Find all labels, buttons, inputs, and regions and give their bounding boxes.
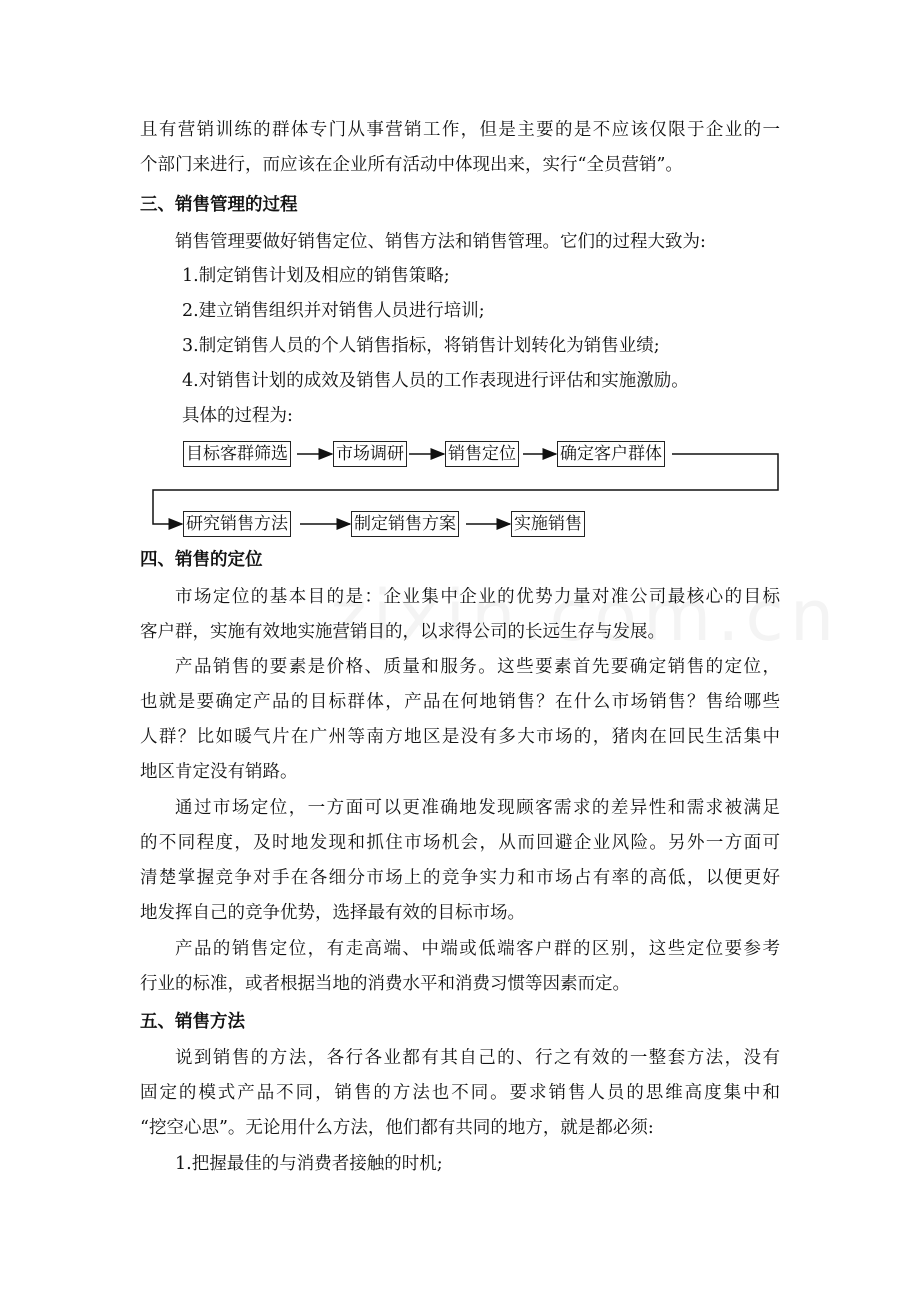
section-heading-4: 四、销售的定位 xyxy=(140,550,263,570)
list-item: 1.把握最佳的与消费者接触的时机; xyxy=(175,1154,443,1174)
flow-step-sales-plan: 制定销售方案 xyxy=(351,511,459,537)
paragraph-line: 地发挥自己的竞争优势，选择最有效的目标市场。 xyxy=(140,903,525,923)
flow-step-research-methods: 研究销售方法 xyxy=(183,511,291,537)
section-heading-3: 三、销售管理的过程 xyxy=(140,195,298,215)
paragraph-line: 通过市场定位，一方面可以更准确地发现顾客需求的差异性和需求被满足 xyxy=(175,798,780,818)
paragraph-line: 固定的模式产品不同，销售的方法也不同。要求销售人员的思维高度集中和 xyxy=(140,1083,780,1103)
paragraph-line: 个部门来进行，而应该在企业所有活动中体现出来，实行“全员营销”。 xyxy=(140,155,683,175)
paragraph-line: 的不同程度，及时地发现和抓住市场机会，从而回避企业风险。另外一方面可 xyxy=(140,833,780,853)
list-item: 4.对销售计划的成效及销售人员的工作表现进行评估和实施激励。 xyxy=(182,371,689,391)
paragraph-line: 市场定位的基本目的是：企业集中企业的优势力量对准公司最核心的目标 xyxy=(175,587,780,607)
paragraph-line: “挖空心思”。无论用什么方法，他们都有共同的地方，就是都必须: xyxy=(140,1118,654,1138)
list-item: 1.制定销售计划及相应的销售策略; xyxy=(182,266,450,286)
paragraph-line: 产品的销售定位，有走高端、中端或低端客户群的区别，这些定位要参考 xyxy=(175,939,780,959)
paragraph-line: 客户群，实施有效地实施营销目的，以求得公司的长远生存与发展。 xyxy=(140,622,665,642)
paragraph-line: 清楚掌握竞争对手在各细分市场上的竞争实力和市场占有率的高低，以便更好 xyxy=(140,868,780,888)
paragraph-line: 也就是要确定产品的目标群体，产品在何地销售？在什么市场销售？售给哪些 xyxy=(140,692,780,712)
list-item: 2.建立销售组织并对销售人员进行培训; xyxy=(182,301,485,321)
paragraph-line: 地区肯定没有销路。 xyxy=(140,762,298,782)
flow-step-execute-sales: 实施销售 xyxy=(511,511,585,537)
process-flow-arrows xyxy=(0,0,920,560)
flow-step-target-screening: 目标客群筛选 xyxy=(183,441,291,467)
paragraph-line: 说到销售的方法，各行各业都有其自己的、行之有效的一整套方法，没有 xyxy=(175,1048,780,1068)
flow-step-customer-group: 确定客户群体 xyxy=(557,441,665,467)
list-item: 3.制定销售人员的个人销售指标，将销售计划转化为销售业绩; xyxy=(182,336,660,356)
section-heading-5: 五、销售方法 xyxy=(140,1012,245,1032)
paragraph-line: 销售管理要做好销售定位、销售方法和销售管理。它们的过程大致为: xyxy=(175,232,706,252)
process-intro: 具体的过程为: xyxy=(182,406,293,426)
flow-step-sales-positioning: 销售定位 xyxy=(445,441,519,467)
paragraph-line: 且有营销训练的群体专门从事营销工作，但是主要的是不应该仅限于企业的一 xyxy=(140,120,780,140)
paragraph-line: 产品销售的要素是价格、质量和服务。这些要素首先要确定销售的定位， xyxy=(175,657,780,677)
paragraph-line: 行业的标准，或者根据当地的消费水平和消费习惯等因素而定。 xyxy=(140,974,630,994)
flow-step-market-research: 市场调研 xyxy=(333,441,407,467)
paragraph-line: 人群？比如暖气片在广州等南方地区是没有多大市场的，猪肉在回民生活集中 xyxy=(140,727,780,747)
